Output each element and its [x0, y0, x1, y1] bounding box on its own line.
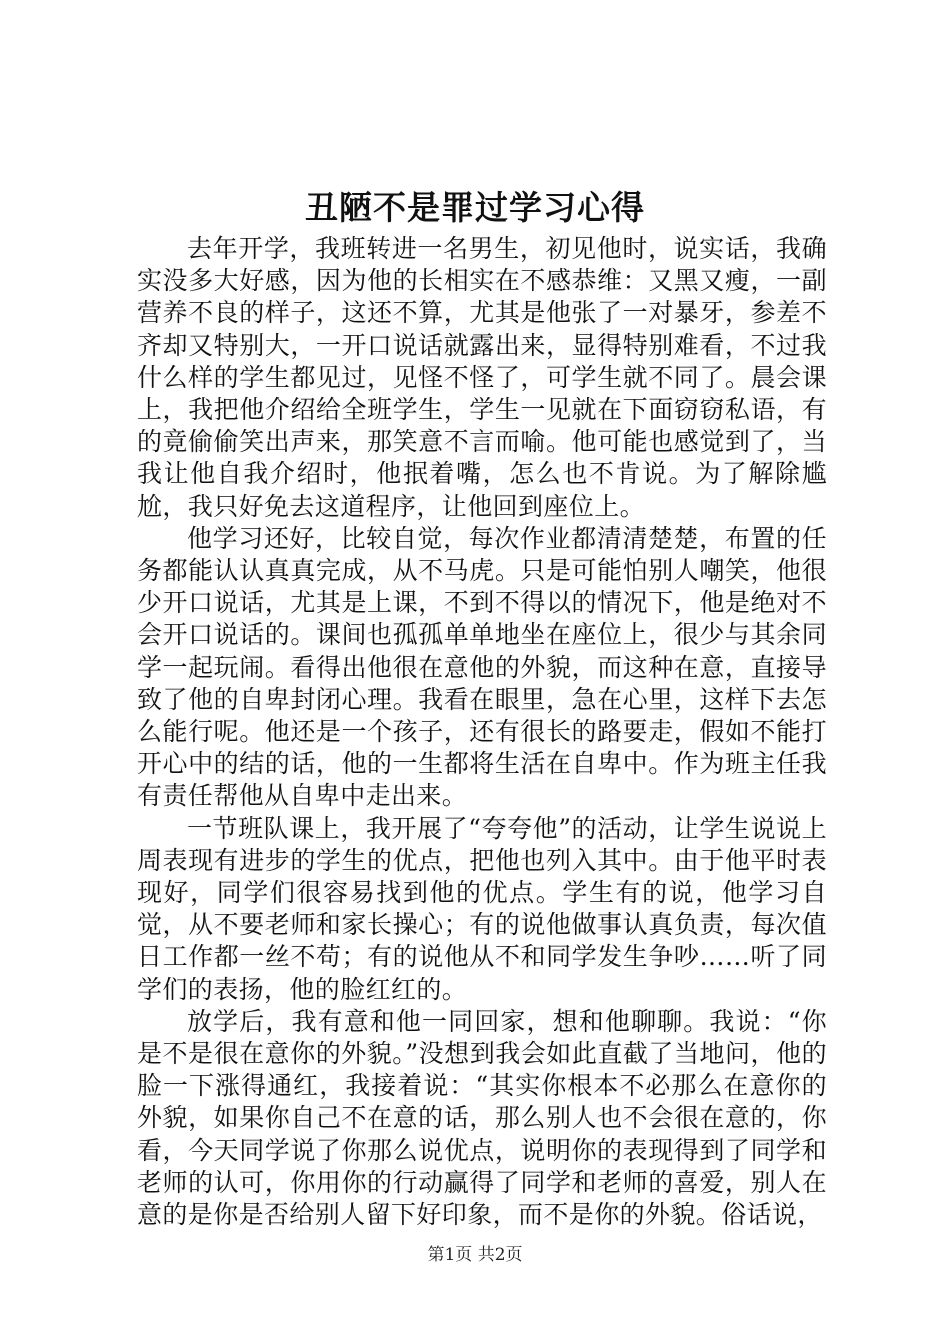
paragraph-3: 一节班队课上，我开展了“夸夸他”的活动，让学生说说上周表现有进步的学生的优点，把他也列入其中。由于他平时表现好，同学们很容易找到他的优点。学生有的说，他学习自觉，从不要老师和家长操心；有的说他做事认真负责，每次值日工作都一丝不苟；有的说他从不和同学发生争吵……听了同学们的表扬，他的脸红红的。 [137, 813, 827, 1004]
document-title: 丑陋不是罪过学习心得 [305, 188, 645, 227]
paragraph-2: 他学习还好，比较自觉，每次作业都清清楚楚，布置的任务都能认认真真完成，从不马虎。只是可能怕别人嘲笑，他很少开口说话，尤其是上课，不到不得以的情况下，他是绝对不会开口说话的。课间也孤孤单单地坐在座位上，很少与其余同学一起玩闹。看得出他很在意他的外貌，而这种在意，直接导致了他的自卑封闭心理。我看在眼里，急在心里，这样下去怎么能行呢。他还是一个孩子，还有很长的路要走，假如不能打开心中的结的话，他的一生都将生活在自卑中。作为班主任我有责任帮他从自卑中走出来。 [137, 523, 827, 811]
page-number-footer: 第1页 共2页 [427, 1245, 523, 1265]
paragraph-1: 去年开学，我班转进一名男生，初见他时，说实话，我确实没多大好感，因为他的长相实在不感恭维：又黑又瘦，一副营养不良的样子，这还不算，尤其是他张了一对暴牙，参差不齐却又特别大，一开口说话就露出来，显得特别难看，不过我什么样的学生都见过，见怪不怪了，可学生就不同了。晨会课上，我把他介绍给全班学生，学生一见就在下面窃窃私语，有的竟偷偷笑出声来，那笑意不言而喻。他可能也感觉到了，当我让他自我介绍时，他抿着嘴，怎么也不肯说。为了解除尴尬，我只好免去这道程序，让他回到座位上。 [137, 234, 827, 521]
paragraph-4: 放学后，我有意和他一同回家，想和他聊聊。我说：“你是不是很在意你的外貌。”没想到我会如此直截了当地问，他的脸一下涨得通红，我接着说：“其实你根本不必那么在意你的外貌，如果你自己不在意的话，那么别人也不会很在意的，你看，今天同学说了你那么说优点，说明你的表现得到了同学和老师的认可，你用你的行动赢得了同学和老师的喜爱，别人在意的是你是否给别人留下好印象，而不是你的外貌。俗话说， [137, 1006, 827, 1230]
document-body [137, 233, 827, 1231]
